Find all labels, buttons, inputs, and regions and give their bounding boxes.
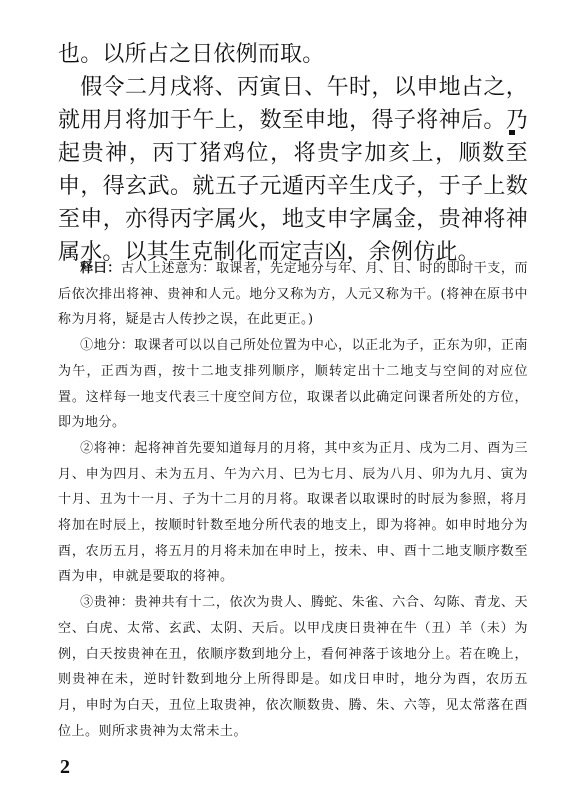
note-3 (58, 590, 528, 744)
note-intro-text: 古人上述意为：取课者，先定地分与年、月、日、时的即时干支，而后依次排出将神、贵神和人元。地分又称为方，人元又称为干。(将神在原书中称为月将，疑是古人传抄之误，在此更正。) (58, 261, 528, 328)
note-3-text: ③贵神：贵神共有十二，依次为贵人、腾蛇、朱雀、六合、勾陈、青龙、天空、白虎、太常、玄武、太阴、天后。以甲戊庚日贵神在牛（丑）羊（未）为例，白天按贵神在丑，依顺序数到地分上，看何神落于该地分上。若在晚上，则贵神在未，逆时针数到地分上所得即是。如戊日申时，地分为酉，农历五月，申时为白天，丑位上取贵神，依次顺数贵、腾、朱、六等，见太常落在酉位上。则所求贵神为太常未土。 (58, 595, 528, 739)
main-text-block (58, 38, 528, 269)
note-1-text: ①地分：取课者可以以自己所处位置为中心，以正北为子，正东为卯，正南为午，正西为酉，按十二地支排列顺序，顺转定出十二地支与空间的对应位置。这样每一地支代表三十度空间方位，取课者以此确定问课者所处的方位，即为地分。 (58, 338, 528, 431)
note-2 (58, 436, 528, 590)
note-1 (58, 333, 528, 436)
page-number: 2 (60, 756, 70, 778)
main-paragraph-2 (58, 71, 528, 269)
notes-block (58, 256, 528, 744)
note-2-text: ②将神：起将神首先要知道每月的月将，其中亥为正月、戌为二月、酉为三月、申为四月、未为五月、午为六月、巳为七月、辰为八月、卯为九月、寅为十月、丑为十一月、子为十二月的月将。取课者以取课时的时辰为参照，将月将加在时辰上，按顺时针数至地分所代表的地支上，即为将神。如申时地分为酉，农历五月，将五月的月将未加在申时上，按未、申、酉十二地支顺序数至酉为申，申就是要取的将神。 (58, 440, 528, 585)
main-paragraph-2-text: 假令二月戌将、丙寅日、午时，以申地占之，就用月将加于午上，数至申地，得子将神后。乃起贵神，丙丁猪鸡位，将贵字加亥上，顺数至申，得玄武。就五子元遁丙辛生戊子，于子上数至申，亦得丙字属火，地支申字属金，贵神将神属水。以其生克制化而定吉凶，余例仿此。 (58, 75, 528, 265)
note-intro-label: 释曰： (80, 261, 121, 276)
main-paragraph-1: 也。以所占之日依例而取。 (58, 42, 325, 67)
note-intro (58, 256, 528, 333)
